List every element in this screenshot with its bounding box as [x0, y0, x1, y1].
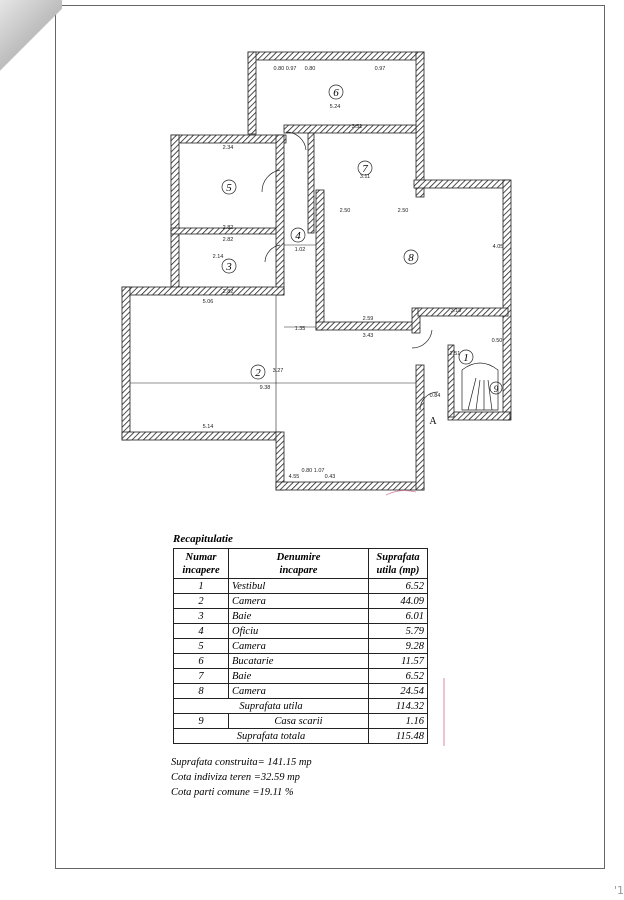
- cell-nr: 1: [174, 579, 229, 594]
- cell-area: 24.54: [369, 684, 428, 699]
- dim-label: 3.11: [359, 174, 371, 180]
- cell-nr: 3: [174, 609, 229, 624]
- cell-name: Bucatarie: [229, 654, 369, 669]
- cell-area: 6.01: [369, 609, 428, 624]
- table-row: [174, 654, 428, 669]
- dim-label: 4.05: [492, 244, 504, 250]
- dim-label: 3.18: [450, 308, 462, 314]
- subtotal-row: [174, 699, 428, 714]
- room-3-label: 3: [226, 261, 232, 273]
- room-9-label: 9: [493, 384, 499, 394]
- dim-label: 2.50: [339, 208, 351, 214]
- cell-name: Baie: [229, 669, 369, 684]
- cell-nr: 6: [174, 654, 229, 669]
- dim-label: 2.14: [212, 254, 224, 260]
- cell-name: Vestibul: [229, 579, 369, 594]
- dim-label: 3.51: [351, 124, 363, 130]
- cell-name: Camera: [229, 684, 369, 699]
- dim-label: 5.14: [202, 424, 214, 430]
- dim-label: 0.80 0.97: [273, 66, 297, 72]
- dim-label: 3.43: [362, 333, 374, 339]
- cell-nr: 5: [174, 639, 229, 654]
- room-6-label: 6: [333, 87, 339, 99]
- table-row: [174, 684, 428, 699]
- dim-label: 0.97: [374, 66, 386, 72]
- dim-label: 0.50: [491, 338, 503, 344]
- doors: [259, 132, 438, 410]
- notes-block: [171, 755, 312, 800]
- dim-label: 0.80: [304, 66, 316, 72]
- dim-label: 0.43: [324, 474, 336, 480]
- dim-label: 2.34: [222, 145, 234, 151]
- room-5-label: 5: [226, 182, 232, 194]
- room-2-label: 2: [255, 367, 261, 379]
- area-summary-table: [173, 548, 428, 744]
- dim-label: 5.24: [329, 104, 341, 110]
- table-row: [174, 609, 428, 624]
- note-suprafata-construita: Suprafata construita= 141.15 mp: [171, 757, 312, 768]
- note-cota-parti: Cota parti comune =19.11 %: [171, 787, 294, 798]
- walls: [122, 52, 511, 490]
- room-8-label: 8: [408, 252, 414, 264]
- header-suprafata: Suprafata utila (mp): [369, 549, 428, 579]
- recap-title: Recapitulatie: [173, 533, 233, 545]
- dim-label: 2.82: [222, 289, 234, 295]
- page-mark: '1: [614, 884, 624, 897]
- dim-label: 5.06: [202, 299, 214, 305]
- cell-area: 5.79: [369, 624, 428, 639]
- dim-label: 1.02: [294, 247, 306, 253]
- cell-area: 6.52: [369, 579, 428, 594]
- cell-name: Casa scarii: [229, 714, 369, 729]
- dim-label: 9.38: [259, 385, 271, 391]
- total-label: Suprafata totala: [174, 729, 369, 744]
- cell-nr: 7: [174, 669, 229, 684]
- dim-label: 2.82: [222, 237, 234, 243]
- cell-name: Camera: [229, 639, 369, 654]
- dim-label: 1.35: [294, 326, 306, 332]
- dim-label: 2.51: [449, 351, 461, 357]
- cell-area: 9.28: [369, 639, 428, 654]
- subtotal-label: Suprafata utila: [174, 699, 369, 714]
- pen-mark: [386, 491, 416, 495]
- table-row: [174, 579, 428, 594]
- cell-area: 44.09: [369, 594, 428, 609]
- cell-nr: 2: [174, 594, 229, 609]
- dim-label: 4.55: [288, 474, 300, 480]
- table-row: [174, 639, 428, 654]
- header-numar: Numar incapere: [174, 549, 229, 579]
- dim-label: 3.27: [272, 368, 284, 374]
- room-7-label: 7: [362, 163, 368, 175]
- cell-area: 11.57: [369, 654, 428, 669]
- room-1-label: 1: [463, 352, 469, 364]
- pen-mark-vertical: [440, 678, 448, 748]
- table-row: [174, 624, 428, 639]
- room-4-label: 4: [295, 230, 301, 242]
- dim-label: 0.80 1.07: [301, 468, 325, 474]
- cell-name: Baie: [229, 609, 369, 624]
- dim-label: 2.59: [362, 316, 374, 322]
- note-cota-teren: Cota indiviza teren =32.59 mp: [171, 772, 300, 783]
- dim-label: 2.82: [222, 225, 234, 231]
- subtotal-value: 114.32: [369, 699, 428, 714]
- cell-area: 1.16: [369, 714, 428, 729]
- cell-name: Camera: [229, 594, 369, 609]
- table-row: [174, 594, 428, 609]
- entrance-label: A: [429, 416, 437, 427]
- cell-name: Oficiu: [229, 624, 369, 639]
- cell-area: 6.52: [369, 669, 428, 684]
- table-row: [174, 669, 428, 684]
- cell-nr: 4: [174, 624, 229, 639]
- table-row: [174, 714, 428, 729]
- table-header-row: [174, 549, 428, 579]
- dim-label: 0.84: [429, 393, 441, 399]
- cell-nr: 8: [174, 684, 229, 699]
- dim-label: 2.50: [397, 208, 409, 214]
- header-denumire: Denumire incapare: [229, 549, 369, 579]
- total-row: [174, 729, 428, 744]
- cell-nr: 9: [174, 714, 229, 729]
- total-value: 115.48: [369, 729, 428, 744]
